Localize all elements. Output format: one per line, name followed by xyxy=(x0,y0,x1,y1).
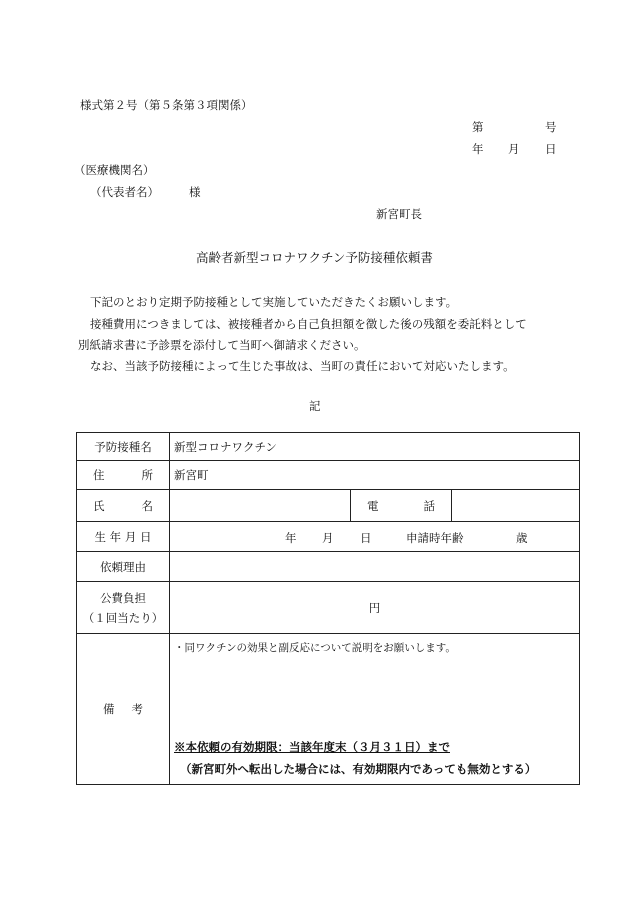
remarks-validity: ※本依頼の有効期限：当該年度末（３月３１日）まで xyxy=(174,740,450,754)
recipient-honorific: 様 xyxy=(189,185,201,199)
dob-label: 生 年 月 日 xyxy=(77,522,170,552)
ki-heading: 記 xyxy=(309,399,321,413)
row-name xyxy=(77,490,580,522)
date-hi: 日 xyxy=(545,142,557,156)
name-label: 氏 名 xyxy=(77,490,170,522)
row-dob xyxy=(77,522,580,552)
row-address xyxy=(77,461,580,490)
dob-field[interactable] xyxy=(170,522,580,552)
date-nen: 年 xyxy=(472,142,484,156)
remarks-note: ・同ワクチンの効果と副反応について説明をお願いします。 xyxy=(174,642,456,654)
recipient-institution: （医療機関名） xyxy=(74,163,155,177)
sender: 新宮町長 xyxy=(376,207,422,221)
body-line-4: なお、当該予防接種によって生じた事故は、当町の責任において対応いたします。 xyxy=(90,359,515,373)
dob-hi: 日 xyxy=(360,530,372,545)
subsidy-unit: 円 xyxy=(368,600,381,615)
dob-tsuki: 月 xyxy=(322,530,334,545)
address-label: 住 所 xyxy=(77,461,170,490)
subsidy-field[interactable] xyxy=(170,582,580,634)
age-unit: 歳 xyxy=(516,530,528,545)
row-remarks xyxy=(77,634,580,785)
address-value[interactable]: 新宮町 xyxy=(170,461,580,490)
subsidy-label: 公費負担 （１回当たり） xyxy=(77,582,170,634)
remarks-field xyxy=(170,634,580,785)
request-table xyxy=(76,432,580,785)
recipient-representative: （代表者名） xyxy=(90,185,159,199)
body-line-2: 接種費用につきましては、被接種者から自己負担額を徴した後の残額を委託料として xyxy=(90,317,527,331)
date-tsuki: 月 xyxy=(508,142,520,156)
remarks-label: 備 考 xyxy=(77,634,170,785)
reason-field[interactable] xyxy=(170,552,580,582)
vaccine-value[interactable]: 新型コロナワクチン xyxy=(170,433,580,461)
row-subsidy xyxy=(77,582,580,634)
document-title: 高齢者新型コロナワクチン予防接種依頼書 xyxy=(196,250,433,265)
form-code: 様式第２号（第５条第３項関係） xyxy=(80,98,253,112)
vaccine-label: 予防接種名 xyxy=(77,433,170,461)
name-field[interactable] xyxy=(170,490,351,522)
body-line-3: 別紙請求書に予診票を添付して当町へ御請求ください。 xyxy=(78,338,366,352)
row-reason xyxy=(77,552,580,582)
reason-label: 依頼理由 xyxy=(77,552,170,582)
ref-number-dai: 第 xyxy=(472,120,484,134)
dob-nen: 年 xyxy=(285,530,297,545)
phone-label: 電 話 xyxy=(351,490,452,522)
row-vaccine xyxy=(77,433,580,461)
age-label: 申請時年齢 xyxy=(406,530,464,545)
remarks-condition: （新宮町外へ転出した場合には、有効期限内であっても無効とする） xyxy=(180,762,537,776)
phone-field[interactable] xyxy=(452,490,580,522)
ref-number-go: 号 xyxy=(545,120,557,134)
body-line-1: 下記のとおり定期予防接種として実施していただきたくお願いします。 xyxy=(90,295,458,309)
